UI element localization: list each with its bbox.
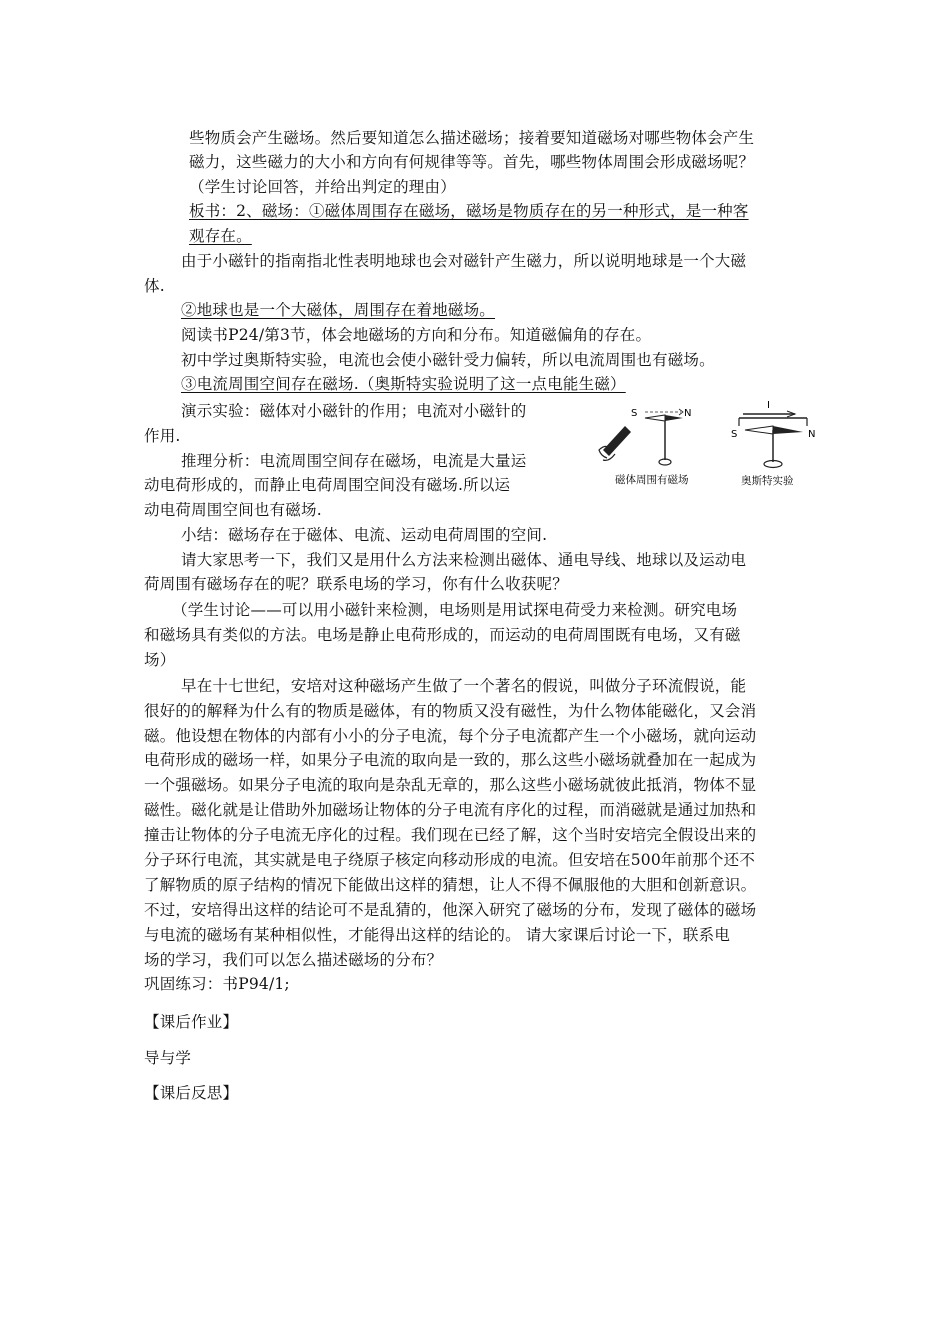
section-heading-homework: 【课后作业】	[144, 1013, 239, 1031]
paragraph-line: 很好的的解释为什么有的物质是磁体，有的物质又没有磁性，为什么物体能磁化，又会消	[144, 702, 757, 720]
paragraph-line: 场的学习，我们可以怎么描述磁场的分布？	[144, 951, 443, 969]
paragraph-line: 磁性。磁化就是让借助外加磁场让物体的分子电流有序化的过程，而消磁就是通过加热和	[144, 801, 757, 819]
key-point: ③电流周围空间存在磁场.（奥斯特实验说明了这一点电能生磁）	[181, 375, 626, 393]
paragraph-line: 一个强磁场。如果分子电流的取向是杂乱无章的，那么这些小磁场就彼此抵消，物体不显	[144, 776, 757, 794]
experiment-illustration	[595, 396, 835, 492]
oersted-apparatus-icon	[739, 411, 807, 468]
paragraph-line: 不过，安培得出这样的结论可不是乱猜的，他深入研究了磁场的分布，发现了磁体的磁场	[144, 901, 757, 919]
paragraph-line: 阅读书P24/第3节，体会地磁场的方向和分布。知道磁偏角的存在。	[181, 326, 652, 344]
blackboard-note: 板书：2、磁场：①磁体周围存在磁场，磁场是物质存在的另一种形式，是一种客	[189, 202, 749, 220]
paragraph-line: 早在十七世纪，安培对这种磁场产生做了一个著名的假说，叫做分子环流假说，能	[181, 677, 747, 695]
paragraph-line: 与电流的磁场有某种相似性，才能得出这样的结论的。 请大家课后讨论一下，联系电	[144, 926, 731, 944]
paragraph-line: 作用.	[144, 427, 181, 445]
hand-magnet-icon	[599, 426, 631, 460]
s-label-left: S	[631, 408, 638, 419]
key-point: ②地球也是一个大磁体，周围存在着地磁场。	[181, 301, 496, 319]
paragraph-line: （学生讨论——可以用小磁针来检测，电场则是用试探电荷受力来检测。研究电场	[172, 601, 738, 619]
paragraph-line: 初中学过奥斯特实验，电流也会使小磁针受力偏转，所以电流周围也有磁场。	[181, 351, 715, 369]
right-figure-caption: 奥斯特实验	[741, 475, 794, 487]
paragraph-line: 电荷形成的磁场一样，如果分子电流的取向是一致的，那么这些小磁场就叠加在一起成为	[144, 751, 757, 769]
paragraph-line: 撞击让物体的分子电流无序化的过程。我们现在已经了解，这个当时安培完全假设出来的	[144, 826, 757, 844]
paragraph-line: 动电荷形成的，而静止电荷周围空间没有磁场.所以运	[144, 476, 511, 494]
paragraph-line: （学生讨论回答，并给出判定的理由）	[189, 178, 456, 196]
paragraph-line: 和磁场具有类似的方法。电场是静止电荷形成的，而运动的电荷周围既有电场，又有磁	[144, 626, 741, 644]
left-figure-caption: 磁体周围有磁场	[615, 474, 689, 486]
homework-text: 导与学	[144, 1049, 192, 1067]
current-label: I	[767, 400, 770, 411]
section-heading-reflection: 【课后反思】	[144, 1084, 239, 1102]
paragraph-line: 动电荷周围空间也有磁场.	[144, 501, 322, 519]
paragraph-line: 体.	[144, 277, 165, 295]
paragraph-line: 推理分析：电流周围空间存在磁场，电流是大量运	[181, 452, 527, 470]
paragraph-line: 磁力，这些磁力的大小和方向有何规律等等。首先，哪些物体周围会形成磁场呢？	[189, 153, 755, 171]
paragraph-line: 分子环行电流，其实就是电子绕原子核定向移动形成的电流。但安培在500年前那个还不	[144, 851, 756, 869]
s-label-right: S	[731, 429, 738, 440]
paragraph-line: 演示实验：磁体对小磁针的作用；电流对小磁针的	[181, 402, 527, 420]
paragraph-line: 由于小磁针的指南指北性表明地球也会对磁针产生磁力，所以说明地球是一个大磁	[181, 252, 747, 270]
paragraph-line: 荷周围有磁场存在的呢？联系电场的学习，你有什么收获呢？	[144, 575, 568, 593]
n-label-left: N	[684, 408, 692, 419]
paragraph-line: 些物质会产生磁场。然后要知道怎么描述磁场；接着要知道磁场对哪些物体会产生	[189, 129, 755, 147]
compass-needle-icon-left	[645, 409, 683, 465]
n-label-right: N	[808, 429, 816, 440]
paragraph-line: 磁。他设想在物体的内部有小小的分子电流，每个分子电流都产生一个小磁场，就向运动	[144, 727, 757, 745]
experiment-figure	[595, 396, 835, 492]
paragraph-line: 了解物质的原子结构的情况下能做出这样的猜想，让人不得不佩服他的大胆和创新意识。	[144, 876, 757, 894]
paragraph-line: 小结：磁场存在于磁体、电流、运动电荷周围的空间.	[181, 526, 548, 544]
paragraph-line: 场）	[144, 651, 176, 669]
blackboard-note: 观存在。	[189, 227, 252, 245]
paragraph-line: 请大家思考一下，我们又是用什么方法来检测出磁体、通电导线、地球以及运动电	[181, 551, 747, 569]
exercise-line: 巩固练习：书P94/1;	[144, 975, 290, 993]
